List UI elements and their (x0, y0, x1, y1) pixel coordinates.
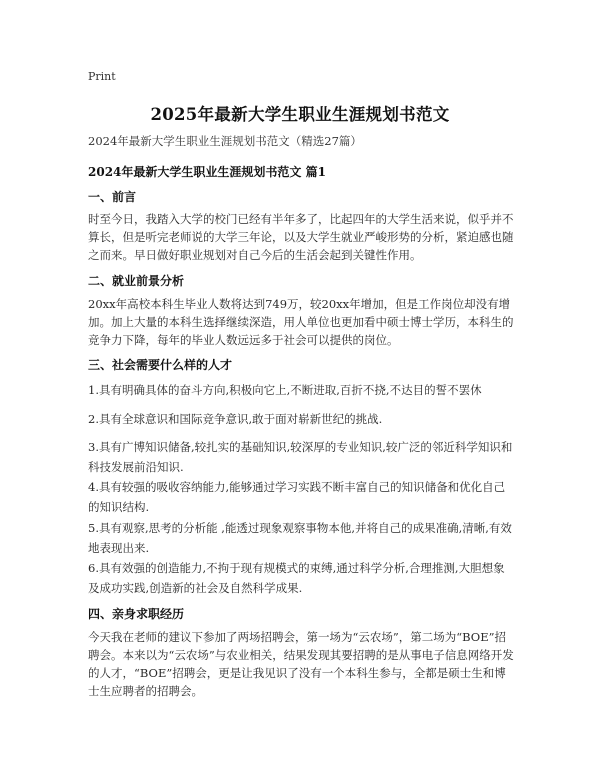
list-item: 3.具有广博知识储备,较扎实的基础知识,较深厚的专业知识,较广泛的邻近科学知识和科技发展前沿知识. (88, 440, 513, 474)
section-heading-job-hunting: 四、亲身求职经历 (88, 607, 185, 621)
list-item: 2.具有全球意识和国际竞争意识,敢于面对崭新世纪的挑战. (88, 412, 383, 426)
section-paragraph-preface: 时至今日，我踏入大学的校门已经有半年多了，比起四年的大学生活来说，似乎并不算长，但是听完老师说的大学三年论，以及大学生就业严峻形势的分析，紧迫感也随之而来。早日做好职业规划对自己今后的生活会起到关键性作用。 (88, 212, 514, 262)
document-title: 2025年最新大学生职业生涯规划书范文 (150, 105, 450, 124)
section-heading-preface: 一、前言 (88, 190, 137, 204)
list-item: 4.具有较强的吸收容纳能力,能够通过学习实践不断丰富自己的知识储备和优化自己的知识结构. (88, 480, 506, 514)
section-paragraph-employment-outlook: 20xx年高校本科生毕业人数将达到749万，较20xx年增加，但是工作岗位却没有增加。加上大量的本科生选择继续深造，用人单位也更加看中硕士博士学历，本科生的竞争力下降，每年的毕业人数远远多于社会可以提供的岗位。 (88, 297, 514, 347)
list-item: 5.具有观察,思考的分析能 ,能透过现象观察事物本他,并将自己的成果准确,清晰,有效地表现出来. (88, 521, 512, 555)
section-heading-employment-outlook: 二、就业前景分析 (88, 274, 185, 288)
list-item: 6.具有效强的创造能力,不拘于现有规模式的束缚,通过科学分析,合理推测,大胆想象及成功实践,创造新的社会及自然科学成果. (88, 561, 505, 595)
section-paragraph-job-hunting: 今天我在老师的建议下参加了两场招聘会，第一场为“云农场”，第二场为“BOE”招聘会。本来以为“云农场”与农业相关，结果发现其要招聘的是从事电子信息网络开发的人才，“BOE”招聘会，更是让我见识了没有一个本科生参与，全都是硕士生和博士生应聘者的招聘会。 (88, 630, 514, 698)
section-heading-talent-needs: 三、社会需要什么样的人才 (88, 358, 233, 372)
article-heading: 2024年最新大学生职业生涯规划书范文 篇1 (88, 165, 326, 179)
list-item: 1.具有明确具体的奋斗方向,积极向它上,不断进取,百折不挠,不达目的誓不罢休 (88, 383, 482, 397)
document-subtitle: 2024年最新大学生职业生涯规划书范文（精选27篇） (88, 134, 362, 148)
print-label: Print (88, 70, 116, 83)
